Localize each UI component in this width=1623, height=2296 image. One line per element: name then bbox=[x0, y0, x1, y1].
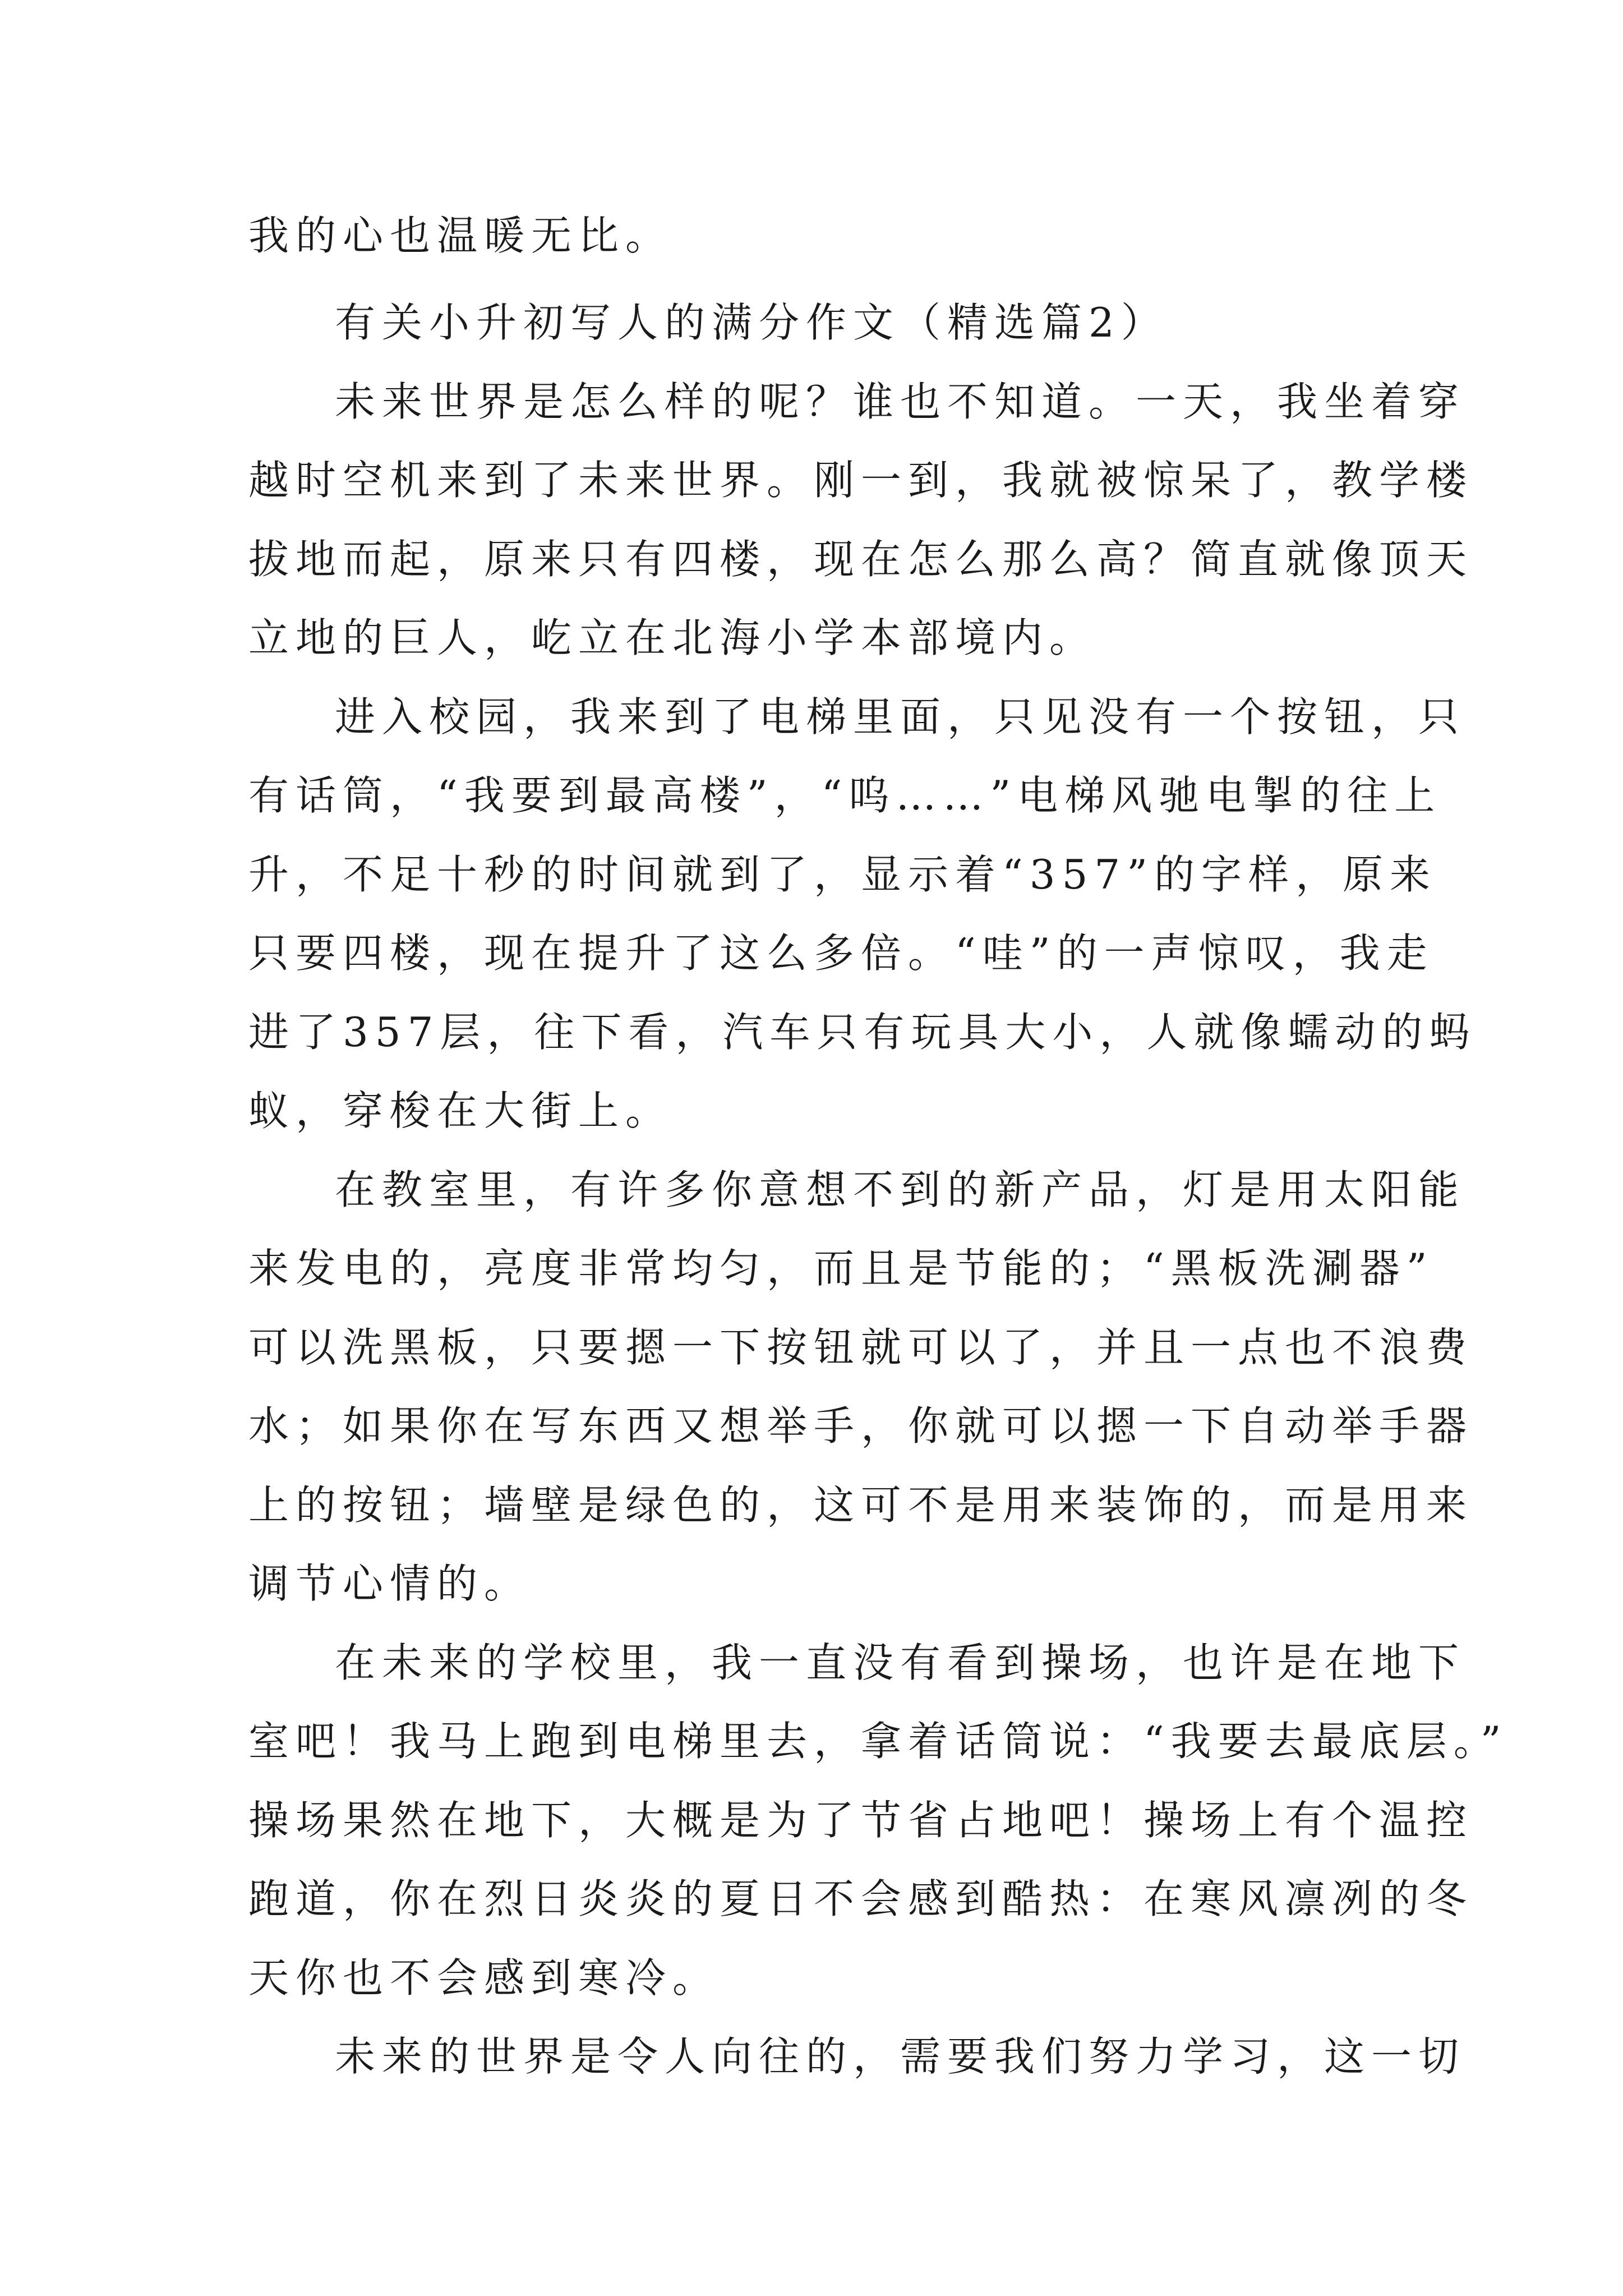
text-line: 进了357层，往下看，汽车只有玩具大小，人就像蠕动的蚂 bbox=[248, 1009, 1477, 1056]
text-line: 来发电的，亮度非常均匀，而且是节能的；“黑板洗涮器” bbox=[248, 1245, 1434, 1292]
text-line: 在教室里，有许多你意想不到的新产品，灯是用太阳能 bbox=[335, 1166, 1466, 1213]
text-line: 天你也不会感到寒冷。 bbox=[248, 1954, 720, 2001]
section-heading: 有关小升初写人的满分作文（精选篇2） bbox=[335, 299, 1168, 346]
text-line: 水；如果你在写东西又想举手，你就可以摁一下自动举手器 bbox=[248, 1402, 1474, 1450]
text-line: 我的心也温暖无比。 bbox=[248, 212, 673, 259]
text-line: 立地的巨人，屹立在北海小学本部境内。 bbox=[248, 614, 1097, 661]
text-line: 进入校园，我来到了电梯里面，只见没有一个按钮，只 bbox=[335, 693, 1466, 740]
text-line: 未来的世界是令人向往的，需要我们努力学习，这一切 bbox=[335, 2033, 1466, 2080]
text-line: 跑道，你在烈日炎炎的夏日不会感到酷热：在寒风凛冽的冬 bbox=[248, 1875, 1474, 1922]
text-line: 升，不足十秒的时间就到了，显示着“357”的字样，原来 bbox=[248, 851, 1437, 898]
text-line: 室吧！我马上跑到电梯里去，拿着话筒说：“我要去最底层。” bbox=[248, 1718, 1508, 1765]
text-line: 上的按钮；墙壁是绿色的，这可不是用来装饰的，而是用来 bbox=[248, 1481, 1474, 1529]
text-line: 调节心情的。 bbox=[248, 1560, 532, 1607]
text-line: 只要四楼，现在提升了这么多倍。“哇”的一声惊叹，我走 bbox=[248, 930, 1434, 977]
text-line: 蚁，穿梭在大街上。 bbox=[248, 1087, 673, 1134]
text-line: 未来世界是怎么样的呢？谁也不知道。一天，我坐着穿 bbox=[335, 378, 1466, 425]
text-line: 越时空机来到了未来世界。刚一到，我就被惊呆了，教学楼 bbox=[248, 457, 1474, 504]
text-line: 可以洗黑板，只要摁一下按钮就可以了，并且一点也不浪费 bbox=[248, 1324, 1474, 1371]
text-line: 操场果然在地下，大概是为了节省占地吧！操场上有个温控 bbox=[248, 1797, 1474, 1844]
text-line: 有话筒，“我要到最高楼”，“呜……”电梯风驰电掣的往上 bbox=[248, 772, 1442, 819]
text-line: 拔地而起，原来只有四楼，现在怎么那么高？简直就像顶天 bbox=[248, 536, 1474, 583]
text-line: 在未来的学校里，我一直没有看到操场，也许是在地下 bbox=[335, 1639, 1466, 1686]
